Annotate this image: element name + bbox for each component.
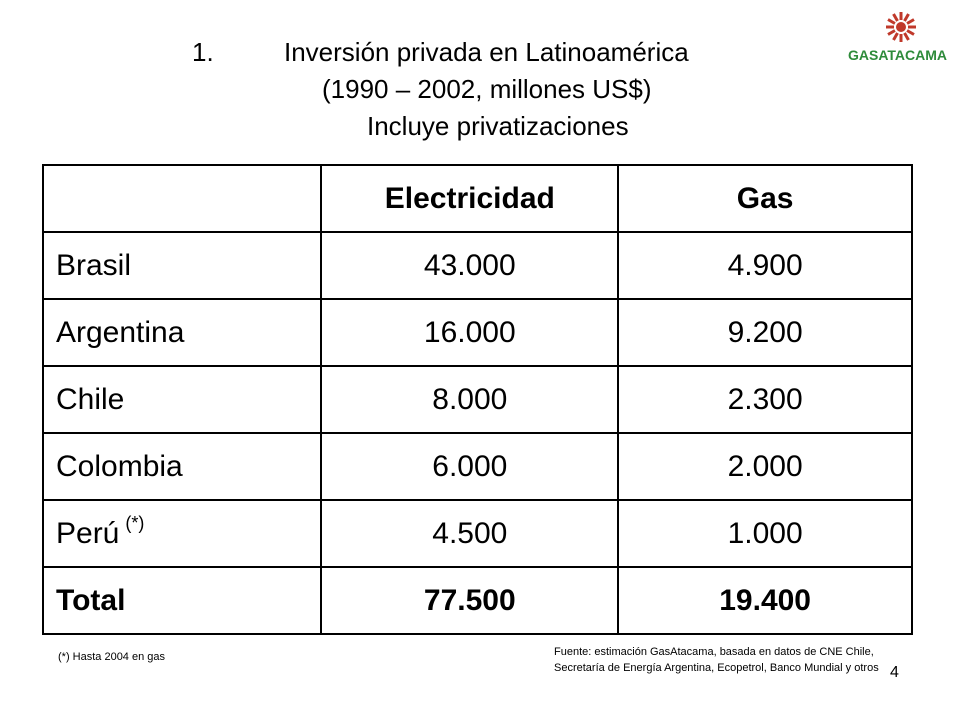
row-electricidad: 8.000	[321, 366, 618, 433]
sun-ray	[908, 26, 916, 29]
row-electricidad: 43.000	[321, 232, 618, 299]
total-label: Total	[43, 567, 321, 634]
source-note: Fuente: estimación GasAtacama, basada en datos de CNE Chile, Secretaría de Energía Argentina, Ecopetrol, Banco Mundial y otros	[554, 646, 879, 674]
gasatacama-logo	[846, 10, 956, 66]
investment-table	[42, 164, 913, 635]
row-country-cell	[43, 500, 321, 567]
header-electricidad: Electricidad	[321, 165, 618, 232]
title-number: 1.	[192, 37, 214, 67]
sun-ray	[886, 26, 894, 29]
total-electricidad: 77.500	[321, 567, 618, 634]
page-number: 4	[890, 664, 899, 681]
sun-ray	[892, 32, 899, 40]
row-gas: 9.200	[618, 299, 912, 366]
table-header-row	[43, 165, 912, 232]
slide-title	[160, 34, 780, 141]
sun-ray	[887, 29, 895, 36]
sun-ray	[887, 18, 895, 25]
table-row	[43, 500, 912, 567]
row-country: Colombia	[43, 433, 321, 500]
sun-ray	[903, 32, 910, 40]
header-country	[43, 165, 321, 232]
table-total-row	[43, 567, 912, 634]
row-gas: 2.300	[618, 366, 912, 433]
footnote: (*) Hasta 2004 en gas	[58, 651, 166, 663]
row-gas: 1.000	[618, 500, 912, 567]
table-row	[43, 299, 912, 366]
table-row	[43, 366, 912, 433]
row-gas: 4.900	[618, 232, 912, 299]
logo-text: GASATACAMA	[848, 47, 948, 63]
title-line-2: (1990 – 2002, millones US$)	[322, 74, 652, 104]
sun-icon	[884, 10, 918, 44]
row-electricidad: 16.000	[321, 299, 618, 366]
title-line-1: Inversión privada en Latinoamérica	[284, 37, 689, 67]
row-electricidad: 4.500	[321, 500, 618, 567]
sun-ray	[903, 13, 910, 21]
row-country: Brasil	[43, 232, 321, 299]
table-row	[43, 433, 912, 500]
row-country: Argentina	[43, 299, 321, 366]
sun-ray	[900, 12, 903, 20]
title-line-3: Incluye privatizaciones	[367, 111, 629, 141]
sun-ray	[900, 34, 903, 42]
row-country: Perú	[56, 516, 120, 550]
table-row	[43, 232, 912, 299]
sun-ray	[906, 29, 914, 36]
row-gas: 2.000	[618, 433, 912, 500]
footnote-marker: (*)	[125, 512, 145, 533]
header-gas: Gas	[618, 165, 912, 232]
row-country: Chile	[43, 366, 321, 433]
sun-ray	[906, 18, 914, 25]
total-gas: 19.400	[618, 567, 912, 634]
row-electricidad: 6.000	[321, 433, 618, 500]
sun-ray	[892, 13, 899, 21]
